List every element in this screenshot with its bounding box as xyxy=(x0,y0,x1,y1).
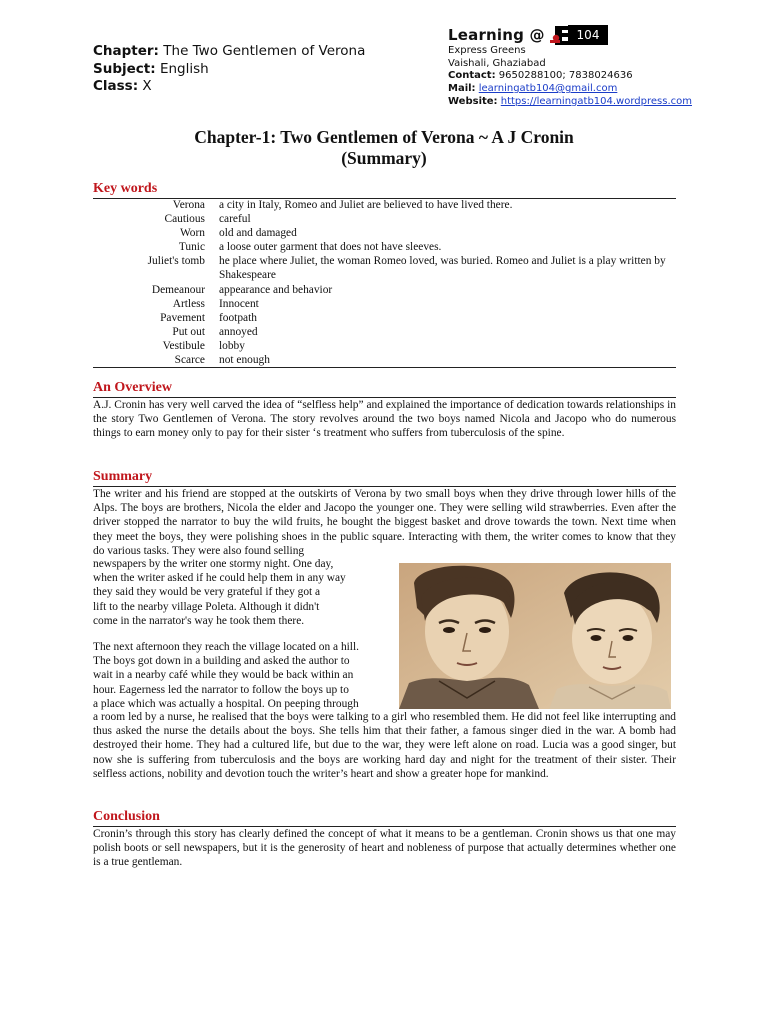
keyword-row xyxy=(93,212,676,226)
chapter-line: Chapter: The Two Gentlemen of Verona xyxy=(93,43,366,59)
summary-paragraph-2: a room led by a nurse, he realised that the boys were talking to a girl who resembled them. He did not feel like interrupting and thus asked the nurse the details about the boys. She tells him that their father, a famous singer died in the war. A bomb had destroyed their home. They had a cultured life, but due to the war, they were left alone on road. Lucia was a good singer, but now she is suffering from tuberculosis and the boys are working hard day and night for the treatment of their sister. Their selfless actions, nobility and devotion touch the writer’s heart and show a greater hope for mankind. xyxy=(93,711,676,780)
keyword-definition: a loose outer garment that does not have sleeves. xyxy=(219,241,442,254)
keyword-term: Cautious xyxy=(164,213,205,226)
keyword-definition: annoyed xyxy=(219,325,258,338)
overview-paragraph: A.J. Cronin has very well carved the idea of “selfless help” and explained the importance of dedication towards relationships in the story Two Gentlemen of Verona. The story revolves around the two boys named Nicola and Jacopo who do numerous things to earn money only to pay for their sister ‘s treatment who suffers from tuberculosis of the spine. xyxy=(93,399,676,440)
brand-number-badge: 104 xyxy=(568,25,608,45)
keyword-definition: careful xyxy=(219,213,251,226)
keyword-term: Put out xyxy=(172,325,205,338)
keyword-definition: old and damaged xyxy=(219,227,297,240)
contact-block xyxy=(448,45,692,109)
website-link[interactable]: https://learningatb104.wordpress.com xyxy=(500,95,692,107)
conclusion-paragraph: Cronin’s through this story has clearly defined the concept of what it means to be a gentleman. Cronin shows us that one may polish boots or sell newspapers, but it is the generosity of heart and nobleness of purpose that actually determines whether one is a true gentleman. xyxy=(93,828,676,869)
keyword-term: Artless xyxy=(172,297,205,310)
brand-title: Learning @ xyxy=(448,24,585,46)
two-boys-sketch-illustration xyxy=(399,563,671,709)
keyword-term: Scarce xyxy=(174,354,205,367)
keyword-row xyxy=(93,325,676,339)
subject-line: Subject: English xyxy=(93,60,209,77)
keyword-definition: a city in Italy, Romeo and Juliet are believed to have lived there. xyxy=(219,199,513,211)
keyword-term: Vestibule xyxy=(162,339,205,352)
keyword-definition: Innocent xyxy=(219,297,259,310)
summary-line: newspapers by the writer one stormy night. One day, xyxy=(93,558,334,570)
keyword-term: Worn xyxy=(179,227,205,240)
mail-line: Mail: learningatb104@gmail.com xyxy=(448,83,618,95)
document-meta xyxy=(93,43,365,96)
keyword-row xyxy=(93,353,676,367)
summary-line: wait in a nearby café while they would be back within an xyxy=(93,669,354,682)
address-line-1: Express Greens xyxy=(448,45,526,56)
summary-heading: Summary xyxy=(93,469,676,487)
title-line-1: Chapter-1: Two Gentlemen of Verona ~ A J Cronin xyxy=(194,127,574,147)
brand-block xyxy=(448,24,585,46)
keyword-term: Juliet's tomb xyxy=(147,255,205,268)
mail-link[interactable]: learningatb104@gmail.com xyxy=(478,83,618,95)
keywords-table xyxy=(93,198,676,368)
class-line: Class: X xyxy=(93,78,152,94)
overview-heading: An Overview xyxy=(93,380,676,398)
summary-line: lift to the nearby village Poleta. Although it didn't xyxy=(93,600,320,613)
keyword-definition: footpath xyxy=(219,311,257,324)
keyword-term: Tunic xyxy=(178,241,205,254)
keyword-row xyxy=(93,198,676,212)
keyword-definition: he place where Juliet, the woman Romeo loved, was buried. Romeo and Juliet is a play written by Shakespeare xyxy=(219,255,666,282)
keyword-definition: lobby xyxy=(219,339,245,352)
summary-line: The boys got down in a building and asked the author to xyxy=(93,655,350,668)
keyword-row xyxy=(93,226,676,240)
keyword-term: Demeanour xyxy=(151,283,205,296)
keyword-definition: appearance and behavior xyxy=(219,283,333,296)
summary-line: they said they would be very grateful if they got a xyxy=(93,586,321,599)
keyword-row xyxy=(93,297,676,311)
keyword-row xyxy=(93,311,676,325)
address-line-2: Vaishali, Ghaziabad xyxy=(448,57,546,69)
keyword-row xyxy=(93,240,676,254)
keyword-row xyxy=(93,254,676,282)
summary-line: hour. Eagerness led the narrator to follow the boys up to xyxy=(93,683,349,696)
summary-wrap-a xyxy=(93,557,393,628)
summary-paragraph-1: The writer and his friend are stopped at the outskirts of Verona by two small boys when they drive through lower hills of the Alps. The boys are brothers, Nicola the elder and Jacopo the younger one. They were selling wild strawberries. Even after the driver stopped the narrator to buy the wild fruits, he bought the biggest basket and drove towards the town. Next time when they meet the boys, they were polishing shoes in the public square. Interacting with them, the writer comes to know that they do various tasks. They were also found selling xyxy=(93,488,676,557)
keyword-row xyxy=(93,339,676,353)
summary-line: when the writer asked if he could help them in any way xyxy=(93,572,346,585)
keyword-term: Verona xyxy=(172,199,205,211)
title-line-2: (Summary) xyxy=(341,148,427,168)
contact-line: Contact: 9650288100; 7838024636 xyxy=(448,70,633,82)
website-line: Website: https://learningatb104.wordpress.com xyxy=(448,95,692,107)
conclusion-heading: Conclusion xyxy=(93,809,676,827)
summary-line: come in the narrator's way he took them there. xyxy=(93,614,305,627)
keyword-row xyxy=(93,283,676,297)
summary-line: a place which was actually a hospital. On peeping through xyxy=(93,697,359,710)
summary-wrap-b xyxy=(93,640,393,711)
keywords-heading: Key words xyxy=(93,181,676,199)
document-title xyxy=(0,127,768,169)
keyword-term: Pavement xyxy=(160,311,205,324)
keyword-definition: not enough xyxy=(219,354,270,367)
summary-line: The next afternoon they reach the village located on a hill. xyxy=(93,641,359,653)
